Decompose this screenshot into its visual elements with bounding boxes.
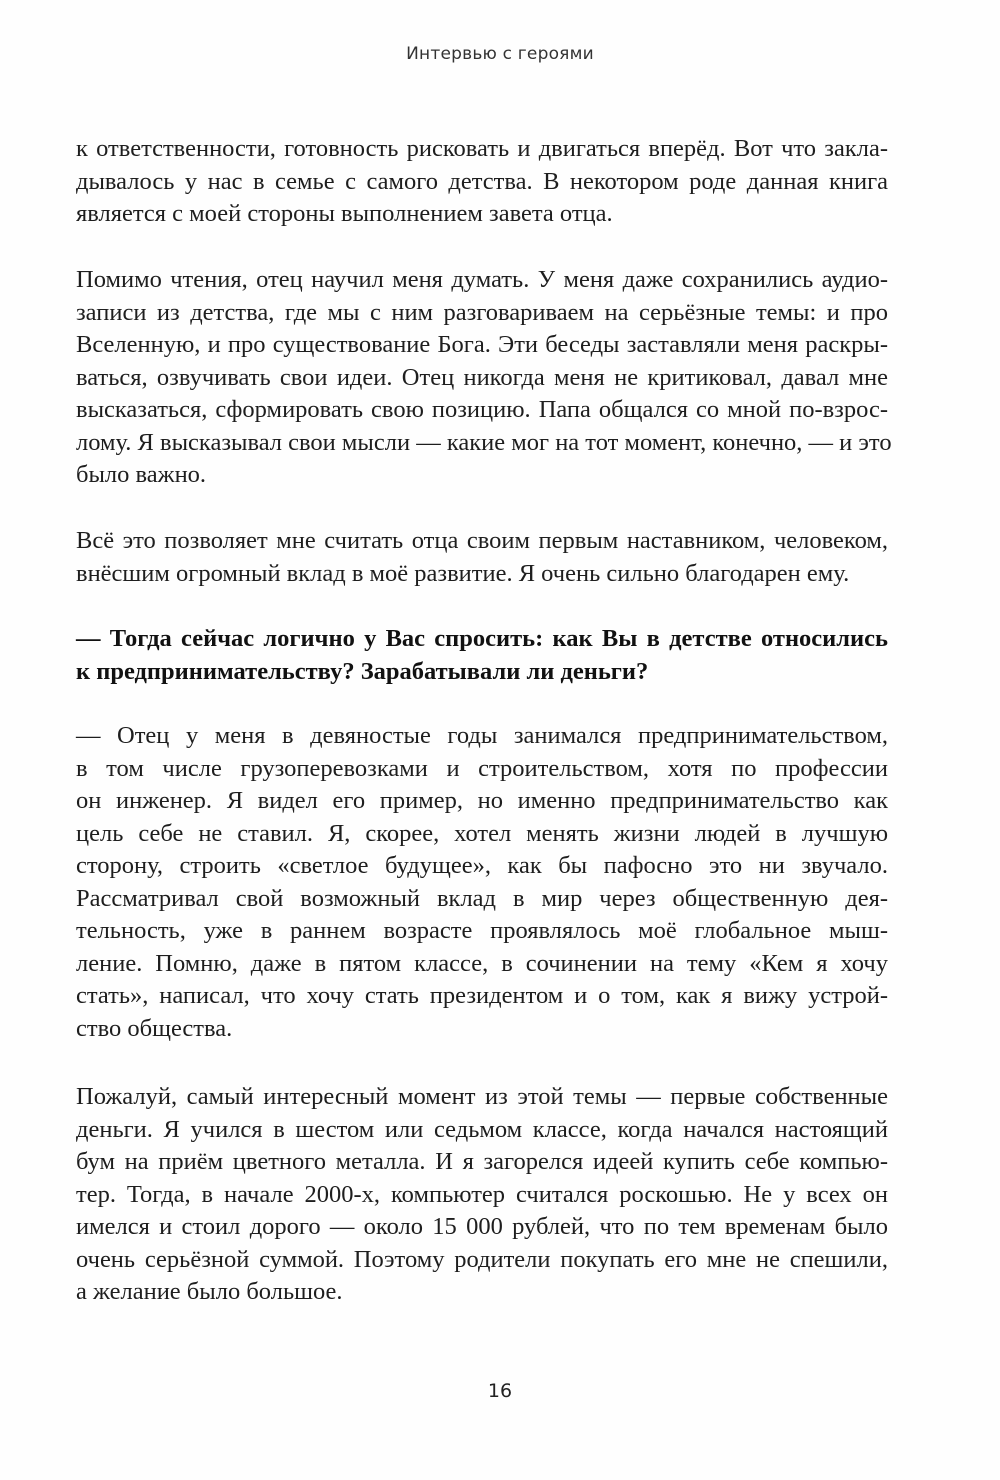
paragraph-6 xyxy=(76,1081,888,1309)
text-line: высказаться, сформировать свою позицию. Папа общался со мной по-взрос- xyxy=(76,396,888,423)
paragraph-2 xyxy=(76,264,892,492)
text-line: деньги. Я учился в шестом или седьмом классе, когда начался настоящий xyxy=(76,1115,888,1143)
text-line: ство общества. xyxy=(76,1014,233,1042)
text-line: тельность, уже в раннем возрасте проявлялось моё глобальное мыш- xyxy=(76,917,888,944)
interview-question xyxy=(76,623,888,688)
text-line: лому. Я высказывал свои мысли — какие мог на тот момент, конечно, — и это xyxy=(76,428,892,456)
text-line: Вселенную, и про существование Бога. Эти беседы заставляли меня раскры- xyxy=(76,331,888,358)
text-line: цель себе не ставил. Я, скорее, хотел менять жизни людей в лучшую xyxy=(76,819,888,847)
paragraph-3 xyxy=(76,525,888,590)
text-line: а желание было большое. xyxy=(76,1278,343,1305)
text-line: Всё это позволяет мне считать отца своим первым наставником, человеком, xyxy=(76,527,888,554)
text-line: бум на приём цветного металла. И я загорелся идеей купить себе компью- xyxy=(76,1148,888,1175)
text-line: стать», написал, что хочу стать президентом и о том, как я вижу устрой- xyxy=(76,982,888,1009)
text-line: является с моей стороны выполнением завета отца. xyxy=(76,200,613,227)
text-line: он инженер. Я видел его пример, но именно предпринимательство как xyxy=(76,787,888,814)
text-line: — Отец у меня в девяностые годы занимался предпринимательством, xyxy=(76,722,888,749)
text-line: имелся и стоил дорого — около 15 000 рублей, что по тем временам было xyxy=(76,1213,888,1240)
text-line: Рассматривал свой возможный вклад в мир через общественную дея- xyxy=(76,884,888,912)
text-line: сторону, строить «светлое будущее», как бы пафосно это ни звучало. xyxy=(76,852,888,879)
text-line: внёсшим огромный вклад в моё развитие. Я очень сильно благодарен ему. xyxy=(76,559,850,587)
text-line: было важно. xyxy=(76,461,207,488)
text-line: тер. Тогда, в начале 2000-х, компьютер считался роскошью. Не у всех он xyxy=(76,1180,888,1208)
text-line: Пожалуй, самый интересный момент из этой темы — первые собственные xyxy=(76,1083,888,1110)
text-line: ление. Помню, даже в пятом классе, в сочинении на тему «Кем я хочу xyxy=(76,949,888,977)
text-line: к ответственности, готовность рисковать и двигаться вперёд. Вот что закла- xyxy=(76,135,888,162)
page-number: 16 xyxy=(487,1380,513,1402)
text-line: Помимо чтения, отец научил меня думать. У меня даже сохранились аудио- xyxy=(76,266,888,293)
text-line: дывалось у нас в семье с самого детства. В некотором роде данная книга xyxy=(76,167,888,195)
text-line: записи из детства, где мы с ним разговариваем на серьёзные темы: и про xyxy=(76,298,888,326)
question-line: — Тогда сейчас логично у Вас спросить: как Вы в детстве относились xyxy=(76,625,888,652)
paragraph-1 xyxy=(76,133,888,231)
interview-answer xyxy=(76,720,888,1045)
running-head: Интервью с героями xyxy=(406,44,594,64)
question-line: к предпринимательству? Зарабатывали ли деньги? xyxy=(76,657,649,685)
text-line: ваться, озвучивать свои идеи. Отец никогда меня не критиковал, давал мне xyxy=(76,363,888,391)
text-line: очень серьёзной суммой. Поэтому родители покупать его мне не спешили, xyxy=(76,1245,888,1273)
text-line: в том числе грузоперевозками и строительством, хотя по профессии xyxy=(76,754,888,782)
